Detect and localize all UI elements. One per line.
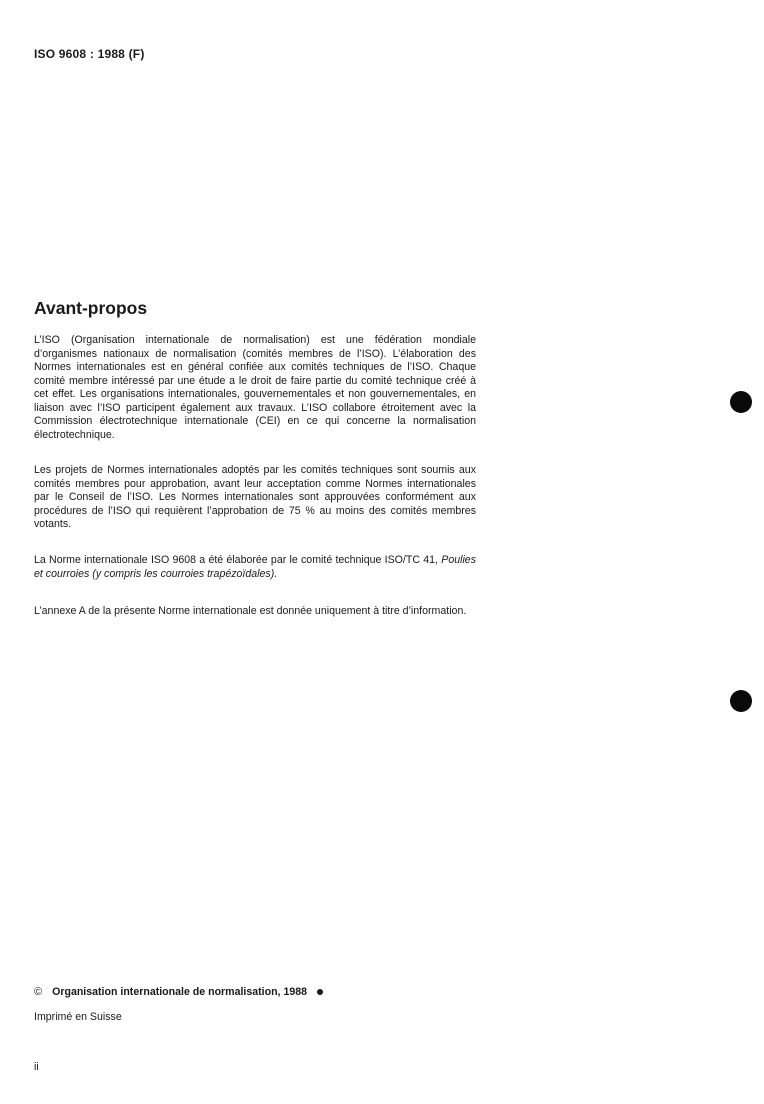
bullet-dot-icon [317,989,323,995]
standard-header: ISO 9608 : 1988 (F) [34,47,145,61]
foreword-paragraph-2: Les projets de Normes internationales adoptés par les comités techniques sont soumis aux comités membres pour approbation, avant leur acceptation comme Normes internationales par le Conseil de l’ISO. Les Normes internationales sont approuvées conformément aux procédures de l’ISO qui requièrent l’approbation de 75 % au moins des comités membres votants. [34,464,476,530]
paragraph-3-intro: La Norme internationale ISO 9608 a été élaborée par le comité technique ISO/TC 41, [34,554,438,566]
printed-in: Imprimé en Suisse [34,1011,122,1023]
punch-hole-bottom [730,690,752,712]
section-title: Avant-propos [34,298,148,318]
page-number: ii [34,1061,39,1073]
copyright-text: Organisation internationale de normalisation, 1988 [52,986,308,998]
copyright-icon: © [34,986,43,998]
foreword-paragraph-1: L’ISO (Organisation internationale de normalisation) est une fédération mondiale d’organismes nationaux de normalisation (comités membres de l’ISO). L’élaboration des Normes internationales est en général confiée aux comités techniques de l’ISO. Chaque comité membre intéressé par une étude a le droit de faire partie du comité technique créé à cet effet. Les organisations internationales, gouvernementales et non gouvernementales, en liaison avec l’ISO participent également aux travaux. L’ISO collabore étroitement avec la Commission électrotechnique internationale (CEI) en ce qui concerne la normalisation électrotechnique. [34,334,476,441]
foreword-paragraph-4: L’annexe A de la présente Norme internationale est donnée uniquement à titre d’information. [34,605,467,617]
foreword-paragraph-3 [34,554,476,581]
committee-title: Poulies et courroies (y compris les courroies trapézoïdales). [34,554,476,580]
punch-hole-top [730,391,752,413]
copyright-line [34,986,323,998]
